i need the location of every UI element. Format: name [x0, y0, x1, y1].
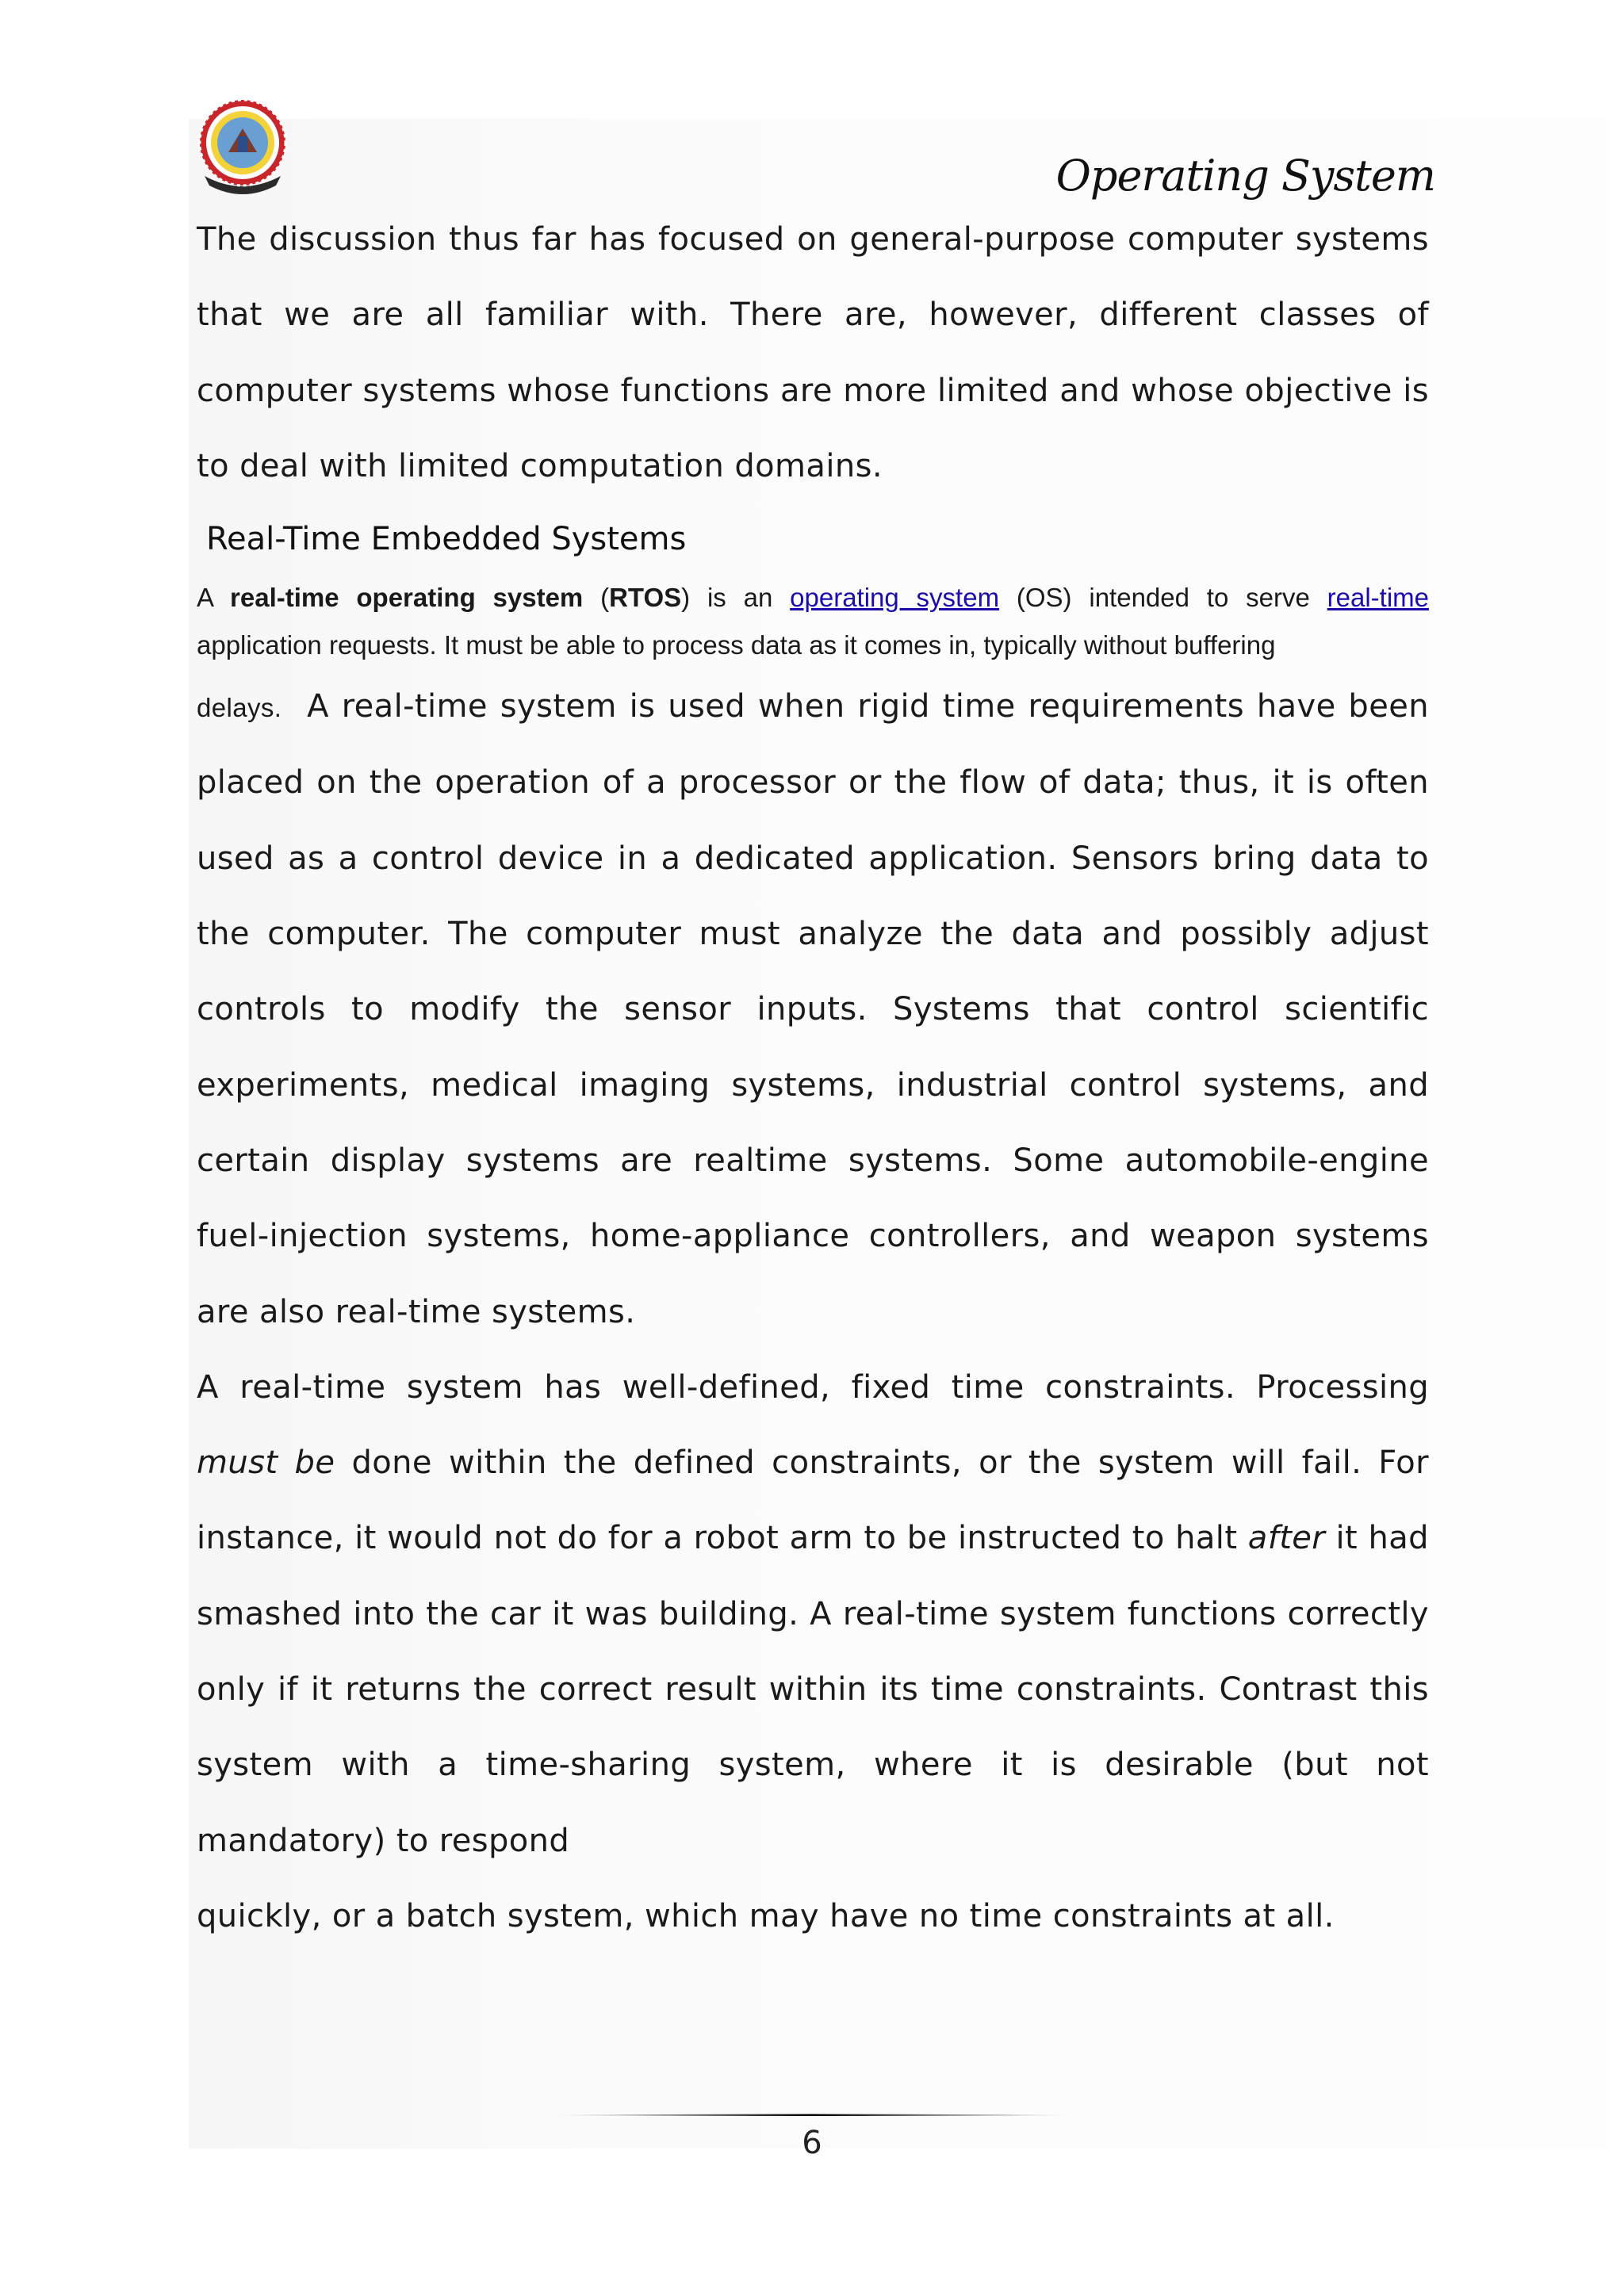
rtos-definition [197, 574, 1429, 669]
footer-divider [546, 2107, 1078, 2112]
rtos-after-link: application requests. It must be able to process data as it comes in, typically without buffering [197, 630, 1276, 660]
constraints-paragraph [197, 1350, 1429, 1879]
constraints-part2: done within the defined constraints, or the system will fail. For instance, it would not do for a robot arm to be instructed to halt [197, 1445, 1429, 1557]
rtos-os-intended: (OS) intended to serve [1016, 583, 1310, 613]
realtime-continuation: A real-time system is used when rigid time requirements have been placed on the operation of a processor or the flow of data; thus, it is often used as a control device in a dedicated application. Sensors bring data to the computer. The computer must analyze the data and possibly adjust controls to modify the sensor inputs. Systems that control scientific experiments, medical imaging systems, industrial control systems, and certain display systems are realtime systems. Some automobile-engine fuel-injection systems, home-appliance controllers, and weapon systems are also real-time systems. [197, 688, 1429, 1330]
section-heading: Real-Time Embedded Systems [206, 521, 687, 558]
rtos-term: real-time operating system [230, 583, 584, 613]
rtos-open-paren: ( [600, 583, 610, 613]
document-body [197, 202, 1429, 1954]
constraints-part1: A real-time system has well-defined, fixed time constraints. Processing [197, 1368, 1429, 1406]
header-title: Operating System [1055, 151, 1435, 201]
constraints-closing-paragraph: quickly, or a batch system, which may have no time constraints at all. [197, 1897, 1335, 1934]
college-seal-logo [197, 97, 289, 198]
real-time-link[interactable]: real-time [1327, 583, 1429, 613]
rtos-abbr: RTOS [609, 583, 682, 613]
constraints-emphasis-after: after [1247, 1520, 1326, 1557]
page-number: 6 [802, 2125, 822, 2161]
constraints-emphasis-must-be: must be [197, 1445, 335, 1482]
rtos-is-an: ) is an [681, 583, 773, 613]
realtime-paragraph [197, 669, 1429, 1350]
intro-paragraph: The discussion thus far has focused on general-purpose computer systems that we are all familiar with. There are, however, different classes of computer systems whose functions are more limited and whose objective is to deal with limited computation domains. [197, 221, 1429, 484]
rtos-delays: delays. [197, 693, 282, 723]
operating-system-link[interactable]: operating system [790, 583, 1000, 613]
rtos-article: A [197, 583, 213, 613]
constraints-part3: it had smashed into the car it was building. A real-time system functions correctly only if it returns the correct result within its time constraints. Contrast this system with a time-sharing system, where it is desirable (but not mandatory) to respond [197, 1520, 1429, 1859]
